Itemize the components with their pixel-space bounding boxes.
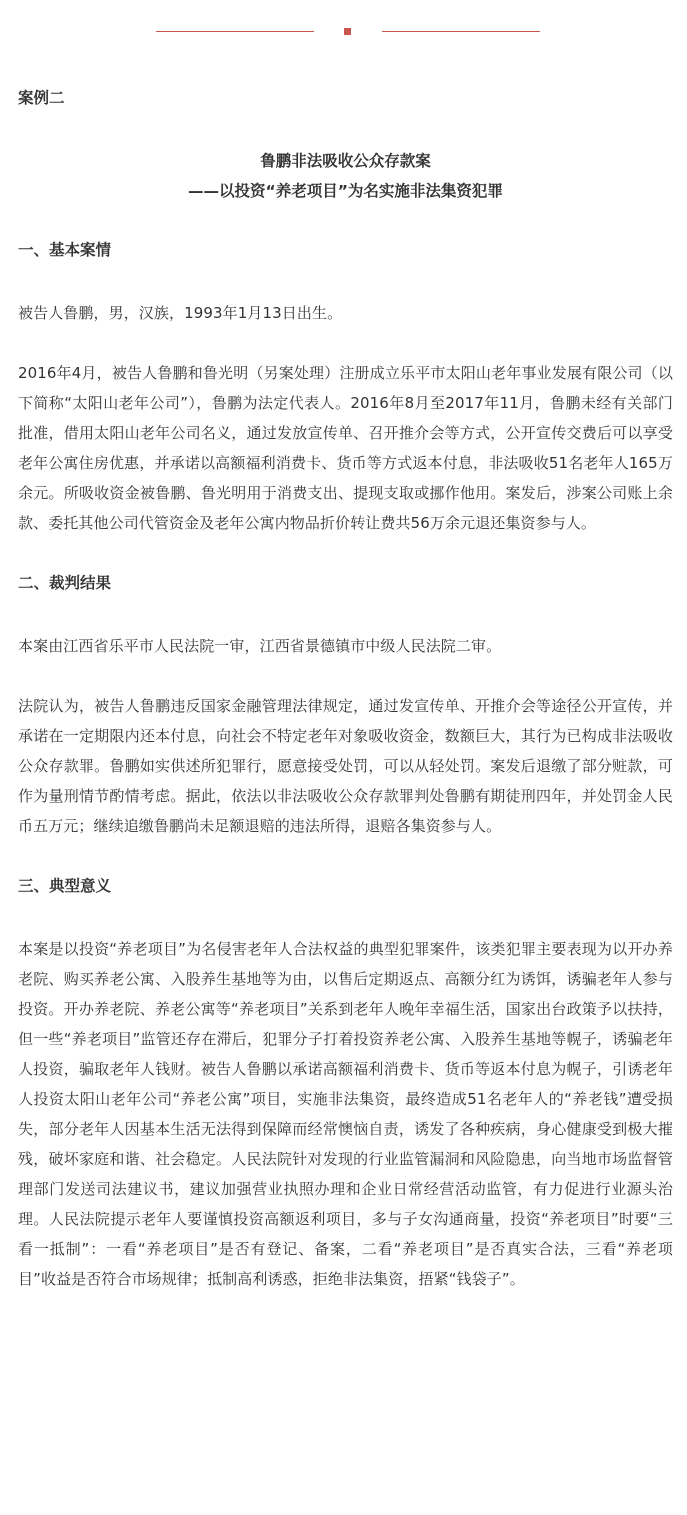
section-heading-basic-facts: 一、基本案情 — [18, 241, 112, 259]
case-subtitle: ——以投资“养老项目”为名实施非法集资犯罪 — [188, 182, 503, 200]
section-heading-significance: 三、典型意义 — [18, 877, 112, 895]
section-heading-judgment: 二、裁判结果 — [18, 574, 112, 592]
case-title: 鲁鹏非法吸收公众存款案 — [260, 152, 431, 170]
divider-line-left — [156, 31, 314, 32]
divider-line-right — [382, 31, 540, 32]
decorative-divider — [0, 28, 687, 36]
article-content — [18, 86, 673, 1294]
paragraph-defendant-info: 被告人鲁鹏，男，汉族，1993年1月13日出生。 — [18, 304, 343, 322]
divider-square-icon — [344, 28, 351, 35]
paragraph-significance: 本案是以投资“养老项目”为名侵害老年人合法权益的典型犯罪案件，该类犯罪主要表现为以开办养老院、购买养老公寓、入股养生基地等为由，以售后定期返点、高额分红为诱饵，诱骗老年人参与投资。开办养老院、养老公寓等“养老项目”关系到老年人晚年幸福生活，国家出台政策予以扶持，但一些“养老项目”监管还存在滞后，犯罪分子打着投资养老公寓、入股养生基地等幌子，诱骗老年人投资，骗取老年人钱财。被告人鲁鹏以承诺高额福利消费卡、货币等返本付息为幌子，引诱老年人投资太阳山老年公司“养老公寓”项目，实施非法集资，最终造成51名老年人的“养老钱”遭受损失，部分老年人因基本生活无法得到保障而经常懊恼自责，诱发了各种疾病，身心健康受到极大摧残，破坏家庭和谐、社会稳定。人民法院针对发现的行业监管漏洞和风险隐患，向当地市场监督管理部门发送司法建议书，建议加强营业执照办理和企业日常经营活动监管，有力促进行业源头治理。人民法院提示老年人要谨慎投资高额返利项目，多与子女沟通商量，投资“养老项目”时要“三看一抵制”：一看“养老项目”是否有登记、备案，二看“养老项目”是否真实合法，三看“养老项目”收益是否符合市场规律；抵制高利诱惑，拒绝非法集资，捂紧“钱袋子”。 — [18, 940, 673, 1288]
paragraph-court-opinion: 法院认为，被告人鲁鹏违反国家金融管理法律规定，通过发宣传单、开推介会等途径公开宣传，并承诺在一定期限内还本付息，向社会不特定老年对象吸收资金，数额巨大，其行为已构成非法吸收公众存款罪。鲁鹏如实供述所犯罪行，愿意接受处罚，可以从轻处罚。案发后退缴了部分赃款，可作为量刑情节酌情考虑。据此，依法以非法吸收公众存款罪判处鲁鹏有期徒刑四年，并处罚金人民币五万元；继续追缴鲁鹏尚未足额退赔的违法所得，退赔各集资参与人。 — [18, 697, 673, 835]
paragraph-trial-courts: 本案由江西省乐平市人民法院一审，江西省景德镇市中级人民法院二审。 — [18, 637, 502, 655]
case-label: 案例二 — [18, 89, 65, 107]
paragraph-case-facts: 2016年4月，被告人鲁鹏和鲁光明（另案处理）注册成立乐平市太阳山老年事业发展有限公司（以下简称“太阳山老年公司”），鲁鹏为法定代表人。2016年8月至2017年11月，鲁鹏未经有关部门批准，借用太阳山老年公司名义，通过发放宣传单、召开推介会等方式，公开宣传交费后可以享受老年公寓住房优惠，并承诺以高额福利消费卡、货币等方式返本付息，非法吸收51名老年人165万余元。所吸收资金被鲁鹏、鲁光明用于消费支出、提现支取或挪作他用。案发后，涉案公司账上余款、委托其他公司代管资金及老年公寓内物品折价转让费共56万余元退还集资参与人。 — [18, 364, 673, 532]
